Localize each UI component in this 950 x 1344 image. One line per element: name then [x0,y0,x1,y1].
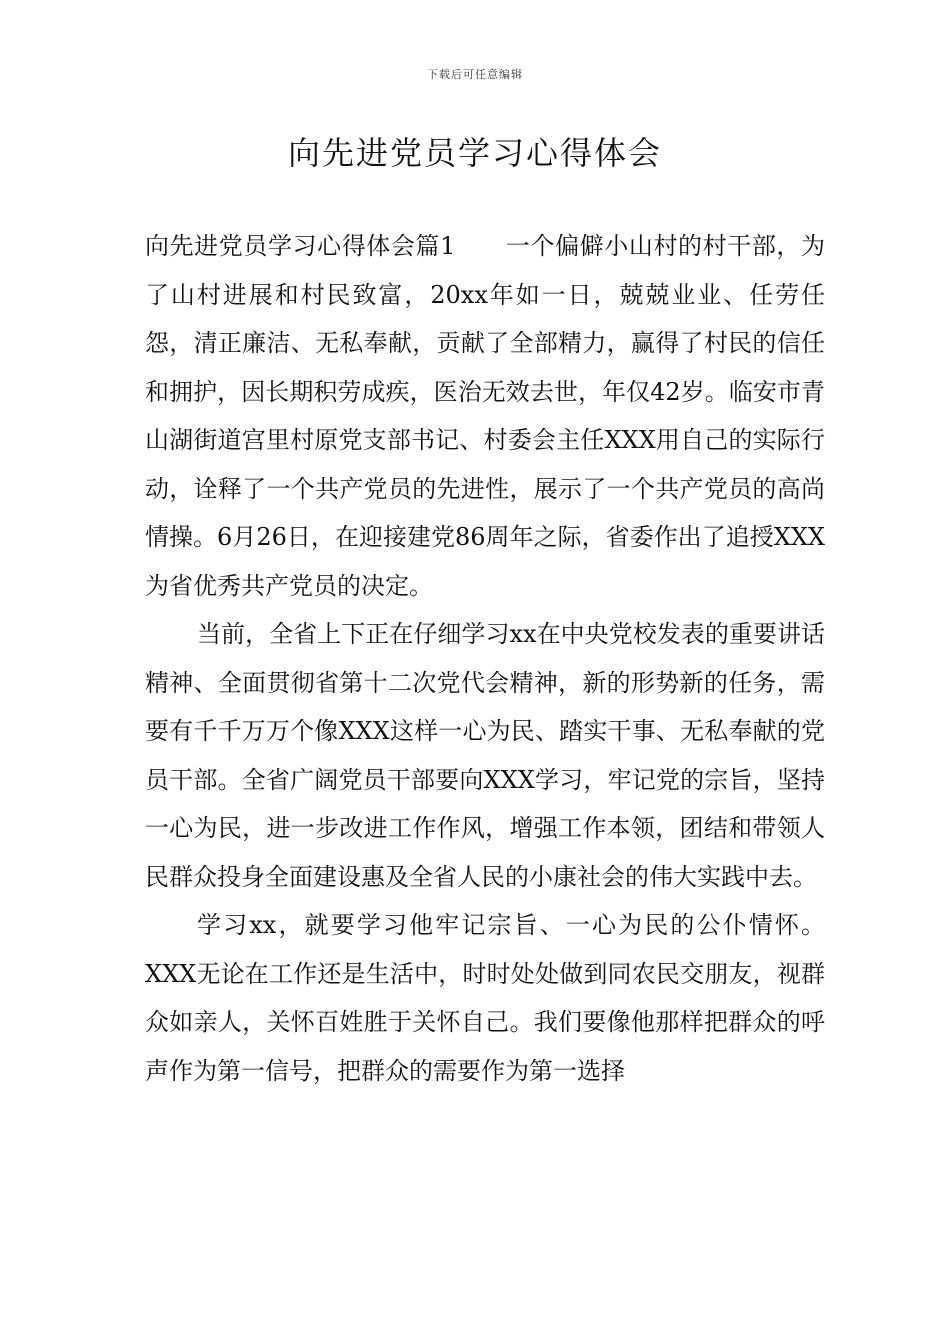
paragraph-2: 当前，全省上下正在仔细学习xx在中央党校发表的重要讲话精神、全面贯彻省第十二次党代会精神，新的形势新的任务，需要有千千万万个像XXX这样一心为民、踏实干事、无私奉献的党员干部。全省广阔党员干部要向XXX学习，牢记党的宗旨，坚持一心为民，进一步改进工作作风，增强工作本领，团结和带领人民群众投身全面建设惠及全省人民的小康社会的伟大实践中去。 [145,620,825,891]
paragraph-1 [145,222,825,610]
document-body [145,222,825,1095]
paragraph-3: 学习xx，就要学习他牢记宗旨、一心为民的公仆情怀。XXX无论在工作还是生活中，时时处处做到同农民交朋友，视群众如亲人，关怀百姓胜于关怀自己。我们要像他那样把群众的呼声作为第一信号，把群众的需要作为第一选择 [145,911,825,1085]
document-title: 向先进党员学习心得体会 [287,134,662,172]
paragraph-1-lead: 向先进党员学习心得体会篇1 [145,232,456,260]
header-note: 下载后可任意编辑 [427,68,523,81]
paragraph-1-text: 一个偏僻小山村的村干部，为了山村进展和村民致富，20xx年如一日，兢兢业业、任劳任怨，清正廉洁、无私奉献，贡献了全部精力，赢得了村民的信任和拥护，因长期积劳成疾，医治无效去世，年仅42岁。临安市青山湖街道宫里村原党支部书记、村委会主任XXX用自己的实际行动，诠释了一个共产党员的先进性，展示了一个共产党员的高尚情操。6月26日，在迎接建党86周年之际，省委作出了追授XXX为省优秀共产党员的决定。 [145,232,825,600]
